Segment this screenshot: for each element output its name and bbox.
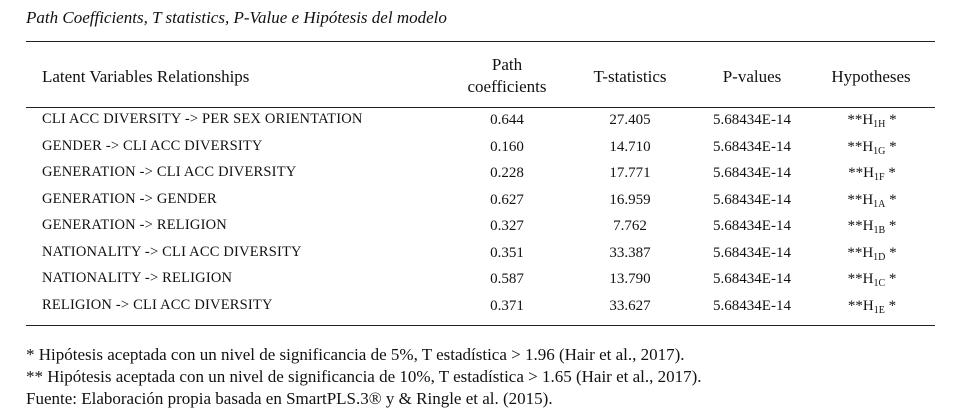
header-hypotheses: Hypotheses: [831, 67, 911, 86]
bottom-rule: [26, 325, 935, 326]
header-p-values: P-values: [722, 67, 782, 86]
cell-hypothesis: [822, 298, 922, 316]
header-relationship: Latent Variables Relationships: [42, 67, 250, 86]
cell-t-statistic: 27.405: [609, 112, 651, 128]
table-row: [0, 190, 953, 217]
cell-t-statistic: 33.627: [609, 297, 651, 314]
hyp-prefix: **H: [847, 297, 874, 314]
table-row: [0, 243, 953, 270]
hyp-suffix: *: [885, 112, 897, 128]
hyp-subscript: 1H: [873, 119, 886, 130]
cell-p-value: 5.68434E-14: [713, 191, 791, 208]
table-body: [0, 110, 953, 322]
hyp-subscript: 1D: [873, 251, 886, 263]
note-significance-5: * Hipótesis aceptada con un nivel de significancia de 5%, T estadística > 1.96 (Hair et al., 2017).: [26, 345, 685, 364]
cell-p-value: 5.68434E-14: [713, 244, 791, 261]
hyp-suffix: *: [885, 244, 897, 261]
hyp-subscript: 1G: [873, 145, 886, 157]
cell-hypothesis: [822, 192, 922, 210]
cell-hypothesis: [822, 245, 922, 263]
hyp-prefix: **H: [848, 165, 875, 181]
cell-relationship: GENERATION -> GENDER: [42, 190, 217, 207]
table-row: [0, 137, 953, 164]
cell-t-statistic: 33.387: [609, 244, 651, 261]
cell-path-coefficient: 0.627: [490, 191, 524, 208]
hyp-subscript: 1B: [873, 225, 886, 236]
hyp-prefix: **H: [847, 244, 874, 261]
hyp-prefix: **H: [847, 218, 874, 234]
cell-p-value: 5.68434E-14: [713, 297, 791, 314]
cell-path-coefficient: 0.351: [490, 244, 524, 261]
cell-relationship: GENERATION -> RELIGION: [42, 217, 227, 233]
hyp-subscript: 1A: [873, 198, 886, 210]
hyp-subscript: 1F: [874, 172, 885, 183]
cell-path-coefficient: 0.228: [490, 165, 524, 181]
cell-relationship: NATIONALITY -> CLI ACC DIVERSITY: [42, 243, 302, 260]
hyp-suffix: *: [885, 191, 897, 208]
cell-hypothesis: [822, 165, 922, 183]
cell-path-coefficient: 0.644: [490, 112, 524, 128]
hyp-prefix: **H: [847, 138, 874, 155]
cell-p-value: 5.68434E-14: [713, 218, 791, 234]
cell-relationship: RELIGION -> CLI ACC DIVERSITY: [42, 296, 273, 313]
table-notes: [26, 344, 702, 410]
hyp-suffix: *: [885, 271, 897, 287]
hyp-prefix: **H: [847, 112, 874, 128]
hyp-suffix: *: [884, 165, 896, 181]
table-row: [0, 110, 953, 137]
note-source: Fuente: Elaboración propia basada en SmartPLS.3® y & Ringle et al. (2015).: [26, 389, 553, 408]
cell-path-coefficient: 0.160: [490, 138, 524, 155]
header-rule: [26, 107, 935, 108]
cell-p-value: 5.68434E-14: [713, 138, 791, 155]
hyp-suffix: *: [885, 138, 897, 155]
header-path-coefficients: [448, 54, 566, 98]
cell-hypothesis: [822, 271, 922, 289]
cell-t-statistic: 13.790: [609, 271, 651, 287]
hyp-suffix: *: [885, 218, 897, 234]
cell-t-statistic: 17.771: [609, 165, 651, 181]
cell-path-coefficient: 0.327: [490, 218, 524, 234]
cell-relationship: CLI ACC DIVERSITY -> PER SEX ORIENTATION: [42, 111, 363, 127]
hyp-subscript: 1C: [873, 278, 886, 289]
cell-path-coefficient: 0.371: [490, 297, 524, 314]
cell-p-value: 5.68434E-14: [713, 271, 791, 287]
cell-path-coefficient: 0.587: [490, 271, 524, 287]
hyp-prefix: **H: [847, 271, 874, 287]
header-path-line2: coefficients: [467, 77, 547, 96]
cell-hypothesis: [822, 112, 922, 130]
note-significance-10: ** Hipótesis aceptada con un nivel de significancia de 10%, T estadística > 1.65 (Hair et al., 2017).: [26, 367, 702, 386]
cell-p-value: 5.68434E-14: [713, 165, 791, 181]
cell-hypothesis: [822, 139, 922, 157]
cell-p-value: 5.68434E-14: [713, 112, 791, 128]
cell-hypothesis: [822, 218, 922, 236]
cell-relationship: GENERATION -> CLI ACC DIVERSITY: [42, 164, 297, 180]
hyp-suffix: *: [884, 297, 897, 314]
top-rule: [26, 41, 935, 42]
cell-t-statistic: 7.762: [613, 218, 647, 234]
cell-t-statistic: 14.710: [609, 138, 651, 155]
table-row: [0, 296, 953, 323]
header-t-statistics: T-statistics: [593, 67, 667, 86]
hyp-subscript: 1E: [873, 304, 885, 316]
table-row: [0, 216, 953, 243]
cell-t-statistic: 16.959: [609, 191, 651, 208]
cell-relationship: NATIONALITY -> RELIGION: [42, 270, 233, 286]
table-row: [0, 163, 953, 190]
header-path-line1: Path: [491, 55, 523, 74]
cell-relationship: GENDER -> CLI ACC DIVERSITY: [42, 137, 263, 154]
table-row: [0, 269, 953, 296]
table-caption: Path Coefficients, T statistics, P-Value e Hipótesis del modelo: [26, 8, 447, 27]
hyp-prefix: **H: [847, 191, 874, 208]
